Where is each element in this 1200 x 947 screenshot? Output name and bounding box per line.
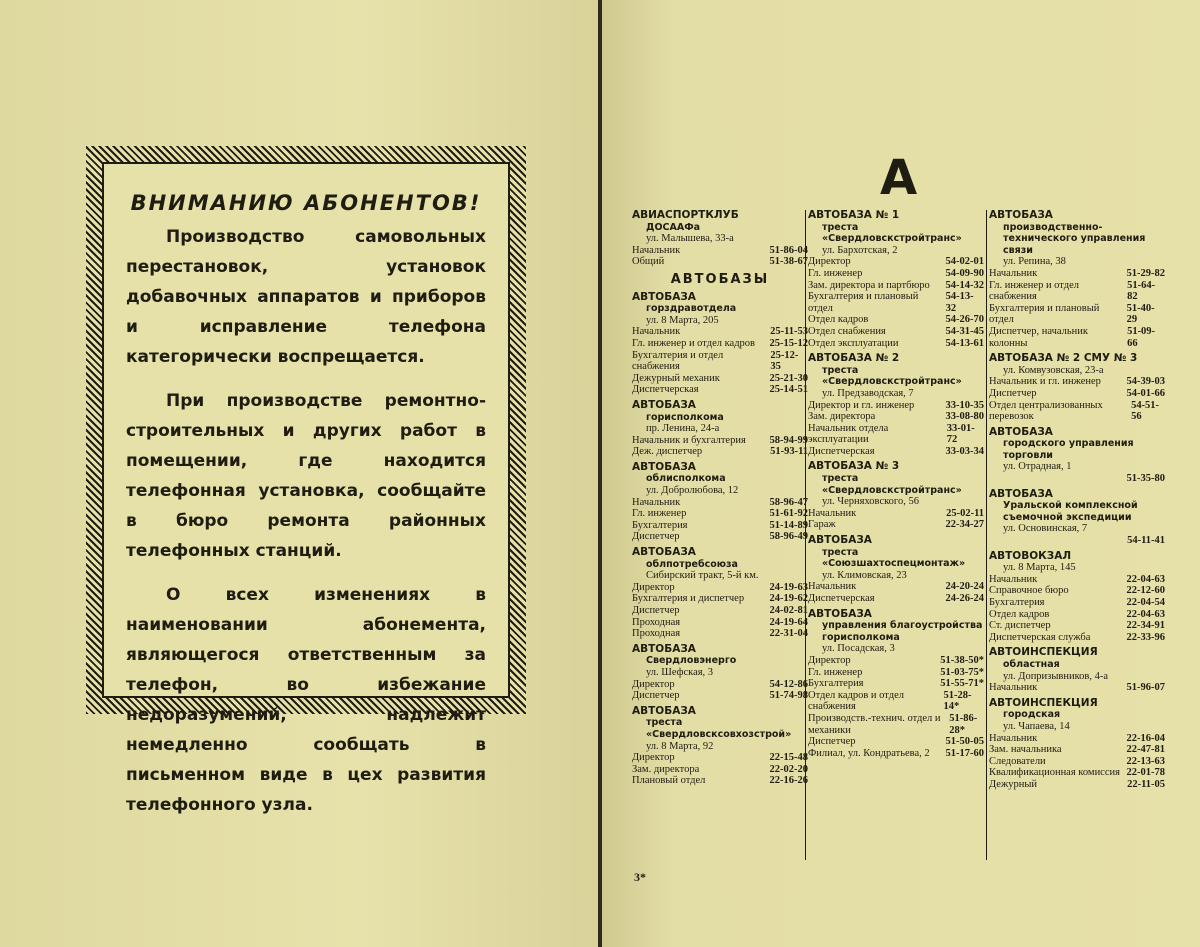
phone-label: Бухгалтерия и отдел снабжения: [632, 349, 724, 373]
entry-address: ул. 8 Марта, 205: [646, 314, 719, 326]
phone-row: [808, 314, 984, 326]
phone-label: Директор: [808, 654, 851, 666]
phone-label: Отдел кадров и отдел снабжения: [808, 689, 904, 713]
phone-label: Деж. диспетчер: [632, 446, 703, 458]
phone-row: [989, 767, 1165, 779]
directory-entry: [632, 400, 808, 458]
phone-row: [989, 620, 1165, 632]
entry-heading: АВТОБАЗА № 3: [808, 460, 900, 473]
directory-column-2: [808, 210, 984, 763]
entry-address: ул. Допризывников, 4-а: [1003, 670, 1109, 682]
entry-heading: АВТОБАЗА: [989, 487, 1053, 500]
phone-label: Начальник и гл. инженер: [989, 376, 1101, 388]
phone-label: Общий: [632, 256, 665, 268]
phone-row: [808, 446, 984, 458]
phone-label: Бухгалтерия: [989, 597, 1045, 608]
phone-label: Зам. директора: [808, 411, 876, 423]
phone-number: 51-29-82: [1126, 267, 1165, 279]
phone-number: 51-86-28*: [949, 712, 978, 736]
entry-subheading: треста «Свердловсксовхозстрой»: [646, 717, 792, 740]
phone-label: Директор: [632, 678, 675, 690]
directory-entry: [632, 706, 808, 787]
phone-row: [989, 280, 1165, 303]
directory-entry: [632, 644, 808, 702]
phone-row: [632, 435, 808, 447]
entry-heading: АВТОИНСПЕКЦИЯ: [989, 646, 1098, 659]
phone-row: [632, 497, 808, 509]
phone-label: Диспетчерская: [632, 384, 699, 396]
entry-subheading: ДОСААФа: [646, 221, 701, 233]
phone-number: 51-09-66: [1127, 325, 1156, 349]
phone-number: 51-03-75*: [940, 666, 984, 678]
notice-box: [102, 162, 510, 815]
entry-address: ул. Репина, 38: [1003, 256, 1066, 268]
phone-number: 51-86-04: [769, 244, 808, 256]
phone-label: Диспетчер: [632, 531, 680, 543]
phone-number: 54-13-61: [945, 337, 984, 349]
directory-entry: [989, 489, 1165, 547]
phone-label: Начальник и бухгалтерия: [632, 434, 746, 446]
phone-number: 22-04-54: [1126, 597, 1165, 608]
phone-number: 25-02-11: [946, 507, 984, 519]
phone-row: [808, 411, 984, 423]
phone-label: Диспетчерская: [808, 445, 875, 457]
phone-number: 22-47-81: [1126, 744, 1165, 756]
phone-label: Диспетчерская: [808, 593, 875, 604]
phone-label: Гл. инженер: [632, 508, 687, 520]
phone-label: Бухгалтерия: [808, 678, 864, 690]
phone-label: Директор: [808, 256, 851, 268]
directory-entry: [989, 551, 1165, 644]
phone-row: [808, 508, 984, 520]
phone-label: Директор и гл. инженер: [808, 399, 915, 411]
phone-row: [808, 268, 984, 280]
phone-number: 51-17-60: [945, 747, 984, 759]
phone-row: [632, 582, 808, 594]
phone-label: Диспетчер: [808, 736, 856, 748]
phone-number: 22-16-04: [1126, 732, 1165, 744]
phone-row: [989, 585, 1165, 597]
phone-number: 51-28-14*: [943, 689, 972, 713]
phone-row: [989, 682, 1165, 694]
phone-number: 54-26-70: [945, 314, 984, 326]
entry-heading: АВТОБАЗА: [632, 290, 696, 303]
phone-number: 22-16-26: [769, 775, 808, 787]
phone-number: 51-74-98: [769, 690, 808, 702]
phone-label: Отдел эксплуатации: [808, 337, 899, 349]
phone-number: 24-20-24: [945, 581, 984, 593]
phone-number: 22-34-27: [945, 519, 984, 531]
phone-row: [632, 350, 808, 373]
phone-row: [989, 744, 1165, 756]
phone-row: [808, 423, 984, 446]
phone-label: Отдел снабжения: [808, 325, 886, 337]
phone-label: Плановый отдел: [632, 775, 706, 787]
phone-number: 54-12-86: [769, 678, 808, 690]
phone-label: Начальник отдела эксплуатации: [808, 422, 889, 446]
entry-heading: АВТОБАЗА № 2: [808, 352, 900, 365]
phone-number: 22-13-63: [1126, 755, 1165, 767]
entry-heading: АВТОБАЗА: [632, 398, 696, 411]
phone-label: Директор: [632, 752, 675, 764]
phone-number: 54-14-32: [945, 279, 984, 291]
entry-heading: АВТОБАЗА: [989, 209, 1053, 221]
phone-label: Отдел кадров: [989, 608, 1050, 620]
phone-row: [632, 373, 808, 385]
phone-label: Диспетчер, начальник колонны: [989, 325, 1089, 349]
phone-row: [632, 256, 808, 268]
phone-number: 33-10-35: [945, 399, 984, 411]
directory-column-1: [632, 210, 808, 791]
section-letter: А: [880, 150, 918, 206]
entry-heading: АВТОБАЗА № 1: [808, 209, 900, 221]
phone-row: [632, 617, 808, 629]
phone-number: 54-13-32: [945, 291, 974, 314]
phone-row: [632, 520, 808, 532]
notice-paragraph-1: Производство самовольных перестановок, установок добавочных аппаратов и приборов и исправление телефона категорически воспрещается.: [126, 227, 486, 367]
phone-row: [632, 531, 808, 543]
phone-number: 25-21-30: [769, 372, 808, 384]
directory-entry: [632, 210, 808, 268]
phone-label: Справочное бюро: [989, 585, 1069, 597]
phone-row: [632, 326, 808, 338]
entry-heading: АВТОБАЗА: [632, 704, 696, 717]
entry-address: ул. Шефская, 3: [646, 666, 714, 678]
phone-row: [989, 733, 1165, 745]
phone-row: [808, 690, 984, 713]
phone-row: [989, 376, 1165, 388]
phone-number: 22-11-05: [1127, 778, 1165, 790]
directory-entry: [632, 462, 808, 543]
phone-label: Отдел централизованных перевозок: [989, 399, 1103, 423]
entry-subheading: облпотребсоюза: [646, 558, 738, 570]
phone-number: 25-12-35: [770, 349, 799, 373]
phone-row: [989, 597, 1165, 609]
phone-label: Начальник: [989, 732, 1038, 744]
phone-row: [989, 632, 1165, 644]
phone-number: 58-96-49: [769, 531, 808, 543]
entry-address: ул. Малышева, 33-а: [646, 233, 734, 245]
phone-number: 51-40-29: [1126, 302, 1155, 326]
phone-number: 22-12-60: [1126, 585, 1165, 597]
phone-label: Ст. диспетчер: [989, 620, 1051, 632]
phone-number: 22-04-63: [1126, 608, 1165, 620]
phone-row: [632, 679, 808, 691]
phone-number: 54-39-03: [1126, 376, 1165, 388]
directory-entry: [808, 609, 984, 760]
entry-address: ул. Комвузовская, 23-а: [1003, 364, 1104, 376]
directory-entry: [632, 547, 808, 640]
directory-entry: [989, 427, 1165, 485]
phone-number: 51-35-80: [1126, 473, 1165, 485]
phone-number: 54-31-45: [945, 325, 984, 337]
entry-heading: АВТОБАЗА: [632, 546, 696, 559]
entry-address: ул. Добролюбова, 12: [646, 485, 739, 497]
entry-subheading: управления благоустройства горисполкома: [822, 620, 983, 643]
phone-label: Начальник: [808, 507, 857, 519]
entry-heading: АВТОБАЗА: [989, 425, 1053, 438]
phone-label: Филиал, ул. Кондратьева, 2: [808, 747, 930, 759]
phone-row: [808, 736, 984, 748]
directory-entry: [989, 698, 1165, 791]
entry-address: ул. Черняховского, 56: [822, 496, 919, 508]
phone-number: 25-14-51: [769, 384, 808, 396]
notice-frame: [86, 146, 526, 815]
entry-address: ул. Климовская, 23: [822, 569, 907, 581]
phone-label: Квалификационная комиссия: [989, 767, 1120, 779]
entry-heading: АВИАСПОРТКЛУБ: [632, 209, 739, 221]
phone-row: [808, 400, 984, 412]
phone-row: [989, 268, 1165, 280]
phone-number: 54-51-56: [1131, 399, 1160, 423]
entry-heading: АВТОБАЗА: [808, 534, 872, 547]
phone-label: Следователи: [989, 755, 1046, 767]
phone-row: [989, 756, 1165, 768]
phone-label: Проходная: [632, 628, 681, 640]
phone-number: 24-19-64: [769, 616, 808, 628]
phone-number: 24-02-81: [769, 605, 808, 616]
phone-row: [808, 655, 984, 667]
phone-row: [632, 775, 808, 787]
phone-row: [989, 388, 1165, 400]
phone-label: Начальник: [989, 573, 1038, 585]
phone-number: 51-64-82: [1127, 279, 1156, 303]
entry-address: пр. Ленина, 24-а: [646, 423, 720, 435]
phone-number: 25-15-12: [769, 337, 808, 349]
phone-label: Бухгалтерия и диспетчер: [632, 593, 745, 605]
notice-title: ВНИМАНИЮ АБОНЕНТОВ!: [130, 191, 482, 215]
phone-label: Директор: [632, 581, 675, 593]
entry-subheading: городского управления торговли: [1003, 438, 1134, 461]
phone-label: Бухгалтерия и плановый отдел: [989, 302, 1100, 326]
phone-row: [632, 384, 808, 396]
phone-row: [808, 713, 984, 736]
phone-number: 54-02-01: [945, 256, 984, 268]
phone-number: 22-33-96: [1126, 631, 1165, 643]
phone-number: 51-14-89: [769, 519, 808, 531]
phone-label: Проходная: [632, 616, 681, 628]
phone-label: Диспетчер: [632, 690, 680, 702]
entry-subheading: облисполкома: [646, 473, 726, 485]
phone-row: [808, 326, 984, 338]
entry-subheading: производственно-технического управления связи: [1003, 221, 1146, 256]
entry-heading: АВТОБАЗА: [632, 642, 696, 655]
directory-entry: [632, 292, 808, 396]
phone-label: Отдел кадров: [808, 314, 869, 326]
column-rule: [986, 210, 987, 860]
entry-subheading: Уральской комплексной съемочной экспедиции: [1003, 500, 1138, 523]
phone-number: 51-96-07: [1126, 682, 1165, 694]
phone-label: Диспетчер: [632, 605, 680, 616]
phone-number: 22-02-20: [769, 763, 808, 775]
phone-row: [808, 581, 984, 593]
phone-label: Начальник: [632, 244, 681, 256]
notice-paragraph-3: О всех изменениях в наименовании абонемента, являющегося ответственным за телефон, во избежание недоразумений, надлежит немедленно сообщать в письменном виде в цех развития телефонного узла.: [126, 585, 486, 815]
directory-entry: [808, 535, 984, 605]
phone-number: 51-61-92: [769, 508, 808, 520]
phone-number: 51-38-67: [769, 256, 808, 268]
phone-row: [989, 400, 1165, 423]
phone-number: 22-31-04: [769, 628, 808, 640]
phone-row: [989, 303, 1165, 326]
phone-label: Зам. начальника: [989, 744, 1062, 756]
entry-subheading: Свердловэнерго: [646, 655, 737, 667]
phone-label: Производств.-технич. отдел и механики: [808, 712, 941, 736]
phone-row: [632, 508, 808, 520]
phone-label: Бухгалтерия и плановый отдел: [808, 291, 919, 314]
phone-number: 22-34-91: [1126, 620, 1165, 632]
phone-label: Начальник: [808, 581, 857, 593]
phone-number: 51-50-05: [945, 736, 984, 748]
phone-label: Гараж: [808, 519, 836, 531]
notice-paragraph-2: При производстве ремонтно-строительных и других работ в помещении, где находится телефонная установка, сообщайте в бюро ремонта районных телефонных станций.: [126, 391, 486, 561]
entry-heading: АВТОИНСПЕКЦИЯ: [989, 696, 1098, 709]
directory-column-3: [989, 210, 1165, 795]
phone-number: 54-09-90: [945, 267, 984, 279]
phone-number: 33-03-34: [945, 445, 984, 457]
entry-heading: АВТОБАЗА № 2 СМУ № 3: [989, 352, 1138, 365]
right-page: [602, 0, 1200, 947]
phone-row: [632, 628, 808, 640]
phone-row: [808, 593, 984, 605]
phone-row: [808, 291, 984, 314]
phone-label: Дежурный механик: [632, 372, 720, 384]
phone-label: Начальник: [632, 496, 681, 508]
phone-row: [808, 280, 984, 292]
entry-subheading: областная: [1003, 658, 1060, 670]
directory-entry: [808, 353, 984, 457]
entry-heading: АВТОБАЗА: [632, 460, 696, 473]
phone-row: [632, 593, 808, 605]
phone-row: [989, 779, 1165, 791]
phone-row: [632, 764, 808, 776]
phone-number: 25-11-53: [770, 326, 808, 338]
entry-heading: АВТОВОКЗАЛ: [989, 549, 1072, 562]
phone-row: [632, 338, 808, 350]
phone-number: 58-96-47: [769, 496, 808, 508]
entry-subheading: треста «Свердловскстройтранс»: [822, 473, 962, 496]
phone-number: 51-55-71*: [940, 678, 984, 690]
entry-subheading: треста «Свердловскстройтранс»: [822, 364, 962, 388]
phone-row: [989, 574, 1165, 586]
phone-label: Гл. инженер: [808, 666, 863, 678]
entry-heading: АВТОБАЗА: [808, 607, 872, 620]
phone-number: 22-04-63: [1126, 573, 1165, 585]
phone-label: Начальник: [989, 267, 1038, 279]
entry-address: Сибирский тракт, 5-й км.: [646, 570, 759, 582]
directory-entry: [989, 647, 1165, 693]
phone-number: 51-93-11: [770, 446, 808, 458]
phone-number: 24-19-63: [769, 581, 808, 593]
phone-label: Гл. инженер и отдел снабжения: [989, 279, 1079, 303]
section-heading: АВТОБАЗЫ: [670, 271, 770, 287]
entry-address: ул. 8 Марта, 145: [1003, 562, 1076, 574]
phone-label: Гл. инженер и отдел кадров: [632, 337, 756, 349]
entry-address: ул. Предзаводская, 7: [822, 387, 914, 399]
phone-row: [808, 667, 984, 679]
phone-label: Начальник: [632, 326, 681, 338]
phone-label: Бухгалтерия: [632, 519, 688, 531]
entry-address: ул. Отрадная, 1: [1003, 461, 1072, 473]
phone-number: 54-11-41: [1127, 535, 1165, 547]
entry-subheading: треста «Свердловскстройтранс»: [822, 221, 962, 245]
directory-entry: [989, 210, 1165, 349]
phone-label: Диспетчер: [989, 387, 1037, 399]
phone-number: 54-01-66: [1126, 387, 1165, 399]
entry-address: ул. Основинская, 7: [1003, 523, 1088, 535]
phone-number: 24-19-62: [769, 593, 808, 605]
phone-row: [632, 446, 808, 458]
phone-row: [632, 605, 808, 617]
page-number: 3*: [634, 870, 646, 884]
phone-label: Зам. директора: [632, 763, 700, 775]
left-page: [0, 0, 598, 947]
phone-row: [808, 678, 984, 690]
phone-row: [989, 609, 1165, 621]
phone-number: 22-01-78: [1126, 767, 1165, 779]
directory-entry: [808, 210, 984, 349]
phone-number: 33-01-72: [946, 422, 975, 446]
phone-label: Диспетчерская служба: [989, 631, 1091, 643]
phone-label: Дежурный: [989, 778, 1037, 790]
phone-number: 22-15-48: [769, 752, 808, 764]
phone-label: Гл. инженер: [808, 267, 863, 279]
entry-subheading: городская: [1003, 709, 1061, 721]
phone-row: [632, 752, 808, 764]
phone-row: [989, 473, 1165, 485]
phone-row: [808, 256, 984, 268]
phone-row: [808, 519, 984, 531]
directory-entry: [808, 461, 984, 531]
entry-address: ул. Посадская, 3: [822, 643, 895, 655]
phone-row: [808, 338, 984, 350]
phone-label: Зам. директора и партбюро: [808, 279, 930, 291]
phone-number: 33-08-80: [945, 411, 984, 423]
phone-row: [989, 326, 1165, 349]
entry-subheading: горздравотдела: [646, 303, 737, 315]
phone-row: [808, 748, 984, 760]
entry-address: ул. Чапаева, 14: [1003, 720, 1070, 732]
entry-subheading: треста «Союзшахтоспецмонтаж»: [822, 546, 966, 570]
phone-number: 58-94-99: [769, 434, 808, 446]
phone-row: [632, 690, 808, 702]
phone-label: Начальник: [989, 682, 1038, 694]
entry-address: ул. Бархотская, 2: [822, 244, 898, 256]
entry-address: ул. 8 Марта, 92: [646, 740, 714, 752]
directory-entry: [989, 353, 1165, 423]
entry-subheading: горисполкома: [646, 411, 724, 423]
phone-number: 24-26-24: [945, 593, 984, 604]
phone-row: [632, 245, 808, 257]
phone-row: [989, 535, 1165, 547]
phone-number: 51-38-50*: [940, 654, 984, 666]
